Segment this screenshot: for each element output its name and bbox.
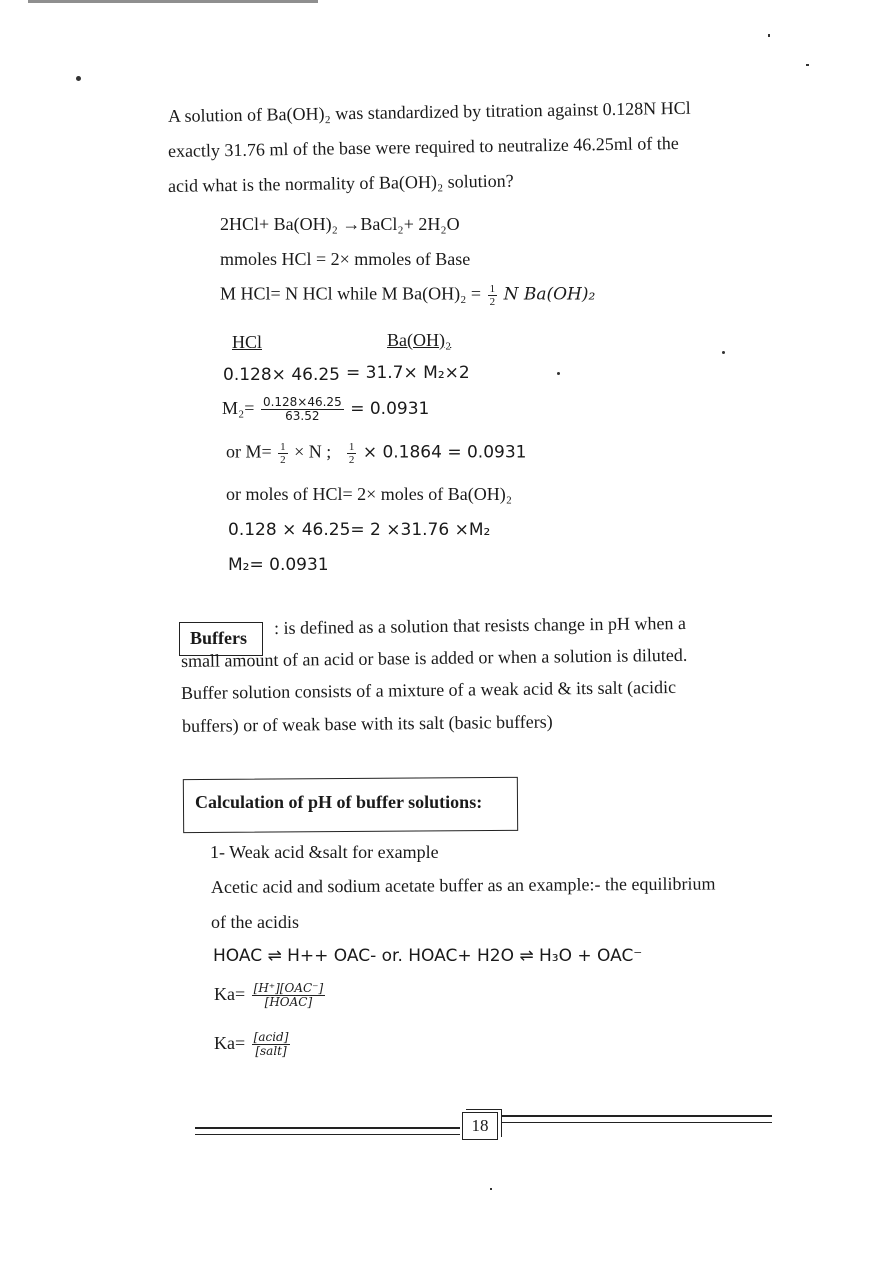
equation-1-right: = 31.7× M₂×2 bbox=[346, 363, 470, 383]
or-m-result: × 0.1864 = 0.0931 bbox=[362, 442, 527, 463]
or-m-calculation bbox=[226, 441, 526, 466]
buffers-line-3: Buffer solution consists of a mixture of a weak acid & its salt (acidic bbox=[180, 676, 677, 703]
footer-rule-right bbox=[500, 1115, 772, 1123]
half-fraction-b: $\frac{1}{2}$ bbox=[348, 441, 355, 467]
ka-fraction-2: $\frac{\text{[acid]}}{\text{[salt]}}$ bbox=[253, 1030, 289, 1059]
ka-label: Ka= bbox=[214, 983, 246, 1004]
or-m-mid: × N ; bbox=[294, 441, 332, 462]
column-heading-baoh2: Ba(OH)₂ bbox=[387, 330, 452, 350]
m2-result: = 0.0931 bbox=[350, 398, 430, 419]
calc-line-2: Acetic acid and sodium acetate buffer as an example:- the equilibrium bbox=[210, 873, 716, 897]
molarity-normality-relation bbox=[220, 283, 595, 308]
m2-label: M₂= bbox=[222, 397, 255, 418]
mmoles-relation: mmoles HCl = 2× mmoles of Base bbox=[220, 249, 471, 269]
ka-fraction-1: $\frac{\text{[H⁺][OAC⁻]}}{\text{[HOAC]}}$ bbox=[253, 981, 324, 1010]
m2-fraction: $\frac{0.128\times 46.25}{63.52}$ bbox=[262, 395, 342, 424]
buffers-line-4: buffers) or of weak base with its salt (basic buffers) bbox=[181, 711, 553, 736]
final-answer: M₂= 0.0931 bbox=[228, 555, 329, 575]
problem-line-1: A solution of Ba(OH)₂ was standardized by titration against 0.128N HCl bbox=[167, 97, 691, 126]
reaction-equation: 2HCl+ Ba(OH)₂ →BaCl₂+ 2H₂O bbox=[220, 214, 460, 234]
problem-line-3: acid what is the normality of Ba(OH)₂ solution? bbox=[167, 170, 514, 196]
or-moles-relation: or moles of HCl= 2× moles of Ba(OH)₂ bbox=[226, 484, 513, 504]
footer-rule-left bbox=[195, 1127, 460, 1135]
acetic-acid-equilibrium: HOAC ⇌ H++ OAC- or. HOAC+ H2O ⇌ H₃O + OAC⁻ bbox=[213, 946, 643, 966]
m2-calculation bbox=[222, 396, 429, 423]
page-number: 18 bbox=[462, 1112, 498, 1140]
relation-suffix: N Ba(OH)₂ bbox=[503, 284, 596, 305]
scan-dot bbox=[768, 34, 770, 37]
scan-dot bbox=[722, 351, 725, 354]
scan-dot bbox=[76, 76, 81, 81]
scan-header-residue bbox=[28, 0, 318, 3]
buffers-heading: Buffers bbox=[190, 628, 247, 648]
half-fraction: $\frac{1}{2}$ bbox=[489, 283, 496, 309]
ka-label-2: Ka= bbox=[214, 1032, 246, 1053]
scan-dot bbox=[557, 372, 560, 375]
equation-1-left: 0.128× 46.25 bbox=[223, 365, 340, 385]
half-fraction-a: $\frac{1}{2}$ bbox=[280, 441, 286, 467]
scan-dot bbox=[806, 64, 809, 66]
equation-2: 0.128 × 46.25= 2 ×31.76 ×M₂ bbox=[228, 520, 491, 540]
or-m-prefix: or M= bbox=[226, 441, 272, 462]
ka-expression-2 bbox=[214, 1031, 292, 1058]
ka-expression-1 bbox=[214, 982, 327, 1009]
calc-item-1: 1- Weak acid &salt for example bbox=[210, 842, 439, 862]
scan-dot bbox=[490, 1188, 492, 1190]
problem-line-2: exactly 31.76 ml of the base were required to neutralize 46.25ml of the bbox=[167, 132, 679, 161]
buffers-line-1: : is defined as a solution that resists change in pH when a bbox=[273, 612, 687, 638]
calc-line-3: of the acidis bbox=[211, 912, 299, 932]
buffers-line-2: small amount of an acid or base is added or when a solution is diluted. bbox=[180, 644, 688, 671]
calc-heading: Calculation of pH of buffer solutions: bbox=[195, 792, 483, 812]
relation-prefix: M HCl= N HCl while M Ba(OH)₂ = bbox=[220, 283, 482, 304]
column-heading-hcl: HCl bbox=[232, 332, 263, 352]
